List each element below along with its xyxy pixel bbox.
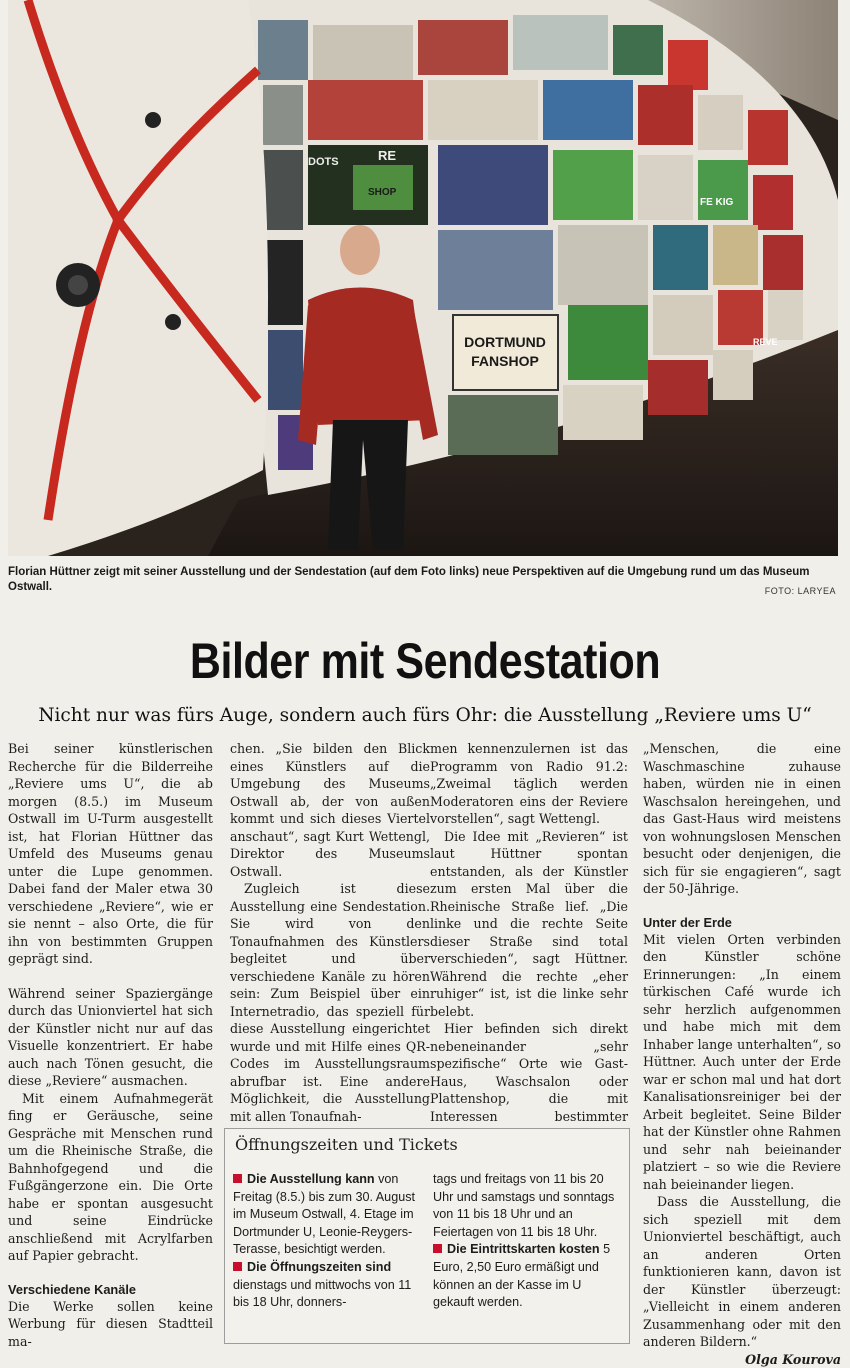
info-box-title: Öffnungszeiten und Tickets bbox=[235, 1135, 458, 1154]
bullet-square-icon bbox=[433, 1244, 442, 1253]
paragraph: chen. „Sie bilden den Blick eines Künstlers auf die Umgebung des Museums Ostwall ab, der von außen kommt und sich dieses Viertel anschaut“, sagt Kurt Wettengl, Direktor des Museums Ostwall. bbox=[230, 740, 430, 880]
paragraph: Die Idee mit „Revieren“ ist laut Hüttner spontan entstanden, als der Künstler zum ersten Mal über die Rheinische Straße lief. „Die linke und die rechte Seite dieser Straße sind total verschieden“, sagt Hüttner. Während die rechte „eher ruhiger“ ist, ist die linke sehr belebt. bbox=[430, 828, 628, 1021]
paragraph: „Menschen, die eine Waschmaschine zuhause haben, würden nie in einen Waschsalon hereingehen, und das Gast-Haus wird meistens von wohnungslosen Menschen besucht oder denjenigen, die sich für sie engagieren“, sagt der 50-Jährige. bbox=[643, 740, 841, 898]
article-column-4 bbox=[643, 740, 841, 1368]
info-item-hours bbox=[233, 1259, 419, 1312]
bullet-square-icon bbox=[233, 1262, 242, 1271]
info-item-heading: Die Eintrittskarten kosten bbox=[447, 1242, 600, 1256]
subheadline: Nicht nur was fürs Auge, sondern auch fürs Ohr: die Ausstellung „Reviere ums U“ bbox=[0, 704, 850, 728]
author-byline: Olga Kourova bbox=[643, 1351, 841, 1368]
article-column-3 bbox=[430, 740, 628, 1143]
paragraph: Dass die Ausstellung, die sich speziell mit dem Unionviertel beschäftigt, auch an anderen Orten funktionieren kann, davon ist der Künstler überzeugt: „Vielleicht in einem anderen Zusammenhang oder mit den anderen Bildern.“ bbox=[643, 1193, 841, 1351]
painting-label-dots: DOTS bbox=[308, 156, 339, 168]
photo-credit: FOTO: LARYEA bbox=[765, 586, 836, 596]
info-item-heading: Die Ausstellung kann bbox=[247, 1172, 375, 1186]
info-box-column-2 bbox=[433, 1171, 619, 1312]
info-item-hours-continued: tags und freitags von 11 bis 20 Uhr und samstags und sonntags von 11 bis 18 Uhr und an Feiertagen von 11 bis 18 Uhr. bbox=[433, 1171, 619, 1241]
painting-label-shop: SHOP bbox=[368, 187, 397, 198]
paragraph: Hier befinden sich direkt nebeneinander „sehr spezifische“ Orte wie Gast-Haus, Waschsalon oder Plattenshop, die mit Interessen bestimmter bbox=[430, 1020, 628, 1143]
paragraph: Mit einem Aufnahmegerät fing er Geräusche, seine Gespräche mit Menschen rund um die Rheinische Straße, die Bahnhofgegend und die Fußgängerzone ein. Die Orte habe er spontan ausgesucht und seine Eindrücke anschließend mit Acrylfarben auf Papier gebracht. bbox=[8, 1090, 213, 1265]
info-item-text: 5 Euro, 2,50 Euro ermäßigt und können an der Kasse im U gekauft werden. bbox=[433, 1242, 610, 1309]
sign-line-1: DORTMUND bbox=[464, 334, 546, 350]
info-item-exhibition bbox=[233, 1171, 419, 1259]
info-box bbox=[224, 1128, 630, 1344]
sendestation-sculpture bbox=[8, 0, 268, 556]
painting-label-reve: REVE bbox=[753, 337, 778, 347]
paragraph: Bei seiner künstlerischen Recherche für die Bilderreihe „Reviere ums U“, die ab morgen (8.5.) im Museum Ostwall im U-Turm ausgestellt ist, hat Florian Hüttner das Umfeld des Museums genau unter die Lupe genommen. Dabei fand der Maler etwa 30 verschiedene „Reviere“, wie er sie nennt – also Orte, die für ihn von bestimmten Gruppen geprägt sind. bbox=[8, 740, 213, 968]
info-item-text: von Freitag (8.5.) bis zum 30. August im Museum Ostwall, 4. Etage im Dortmunder U, Leonie-Reygers-Terasse, besichtigt werden. bbox=[233, 1172, 415, 1256]
paragraph: Die Werke sollen keine Werbung für diesen Stadtteil ma- bbox=[8, 1298, 213, 1351]
paragraph: Während seiner Spaziergänge durch das Unionviertel hat sich der Künstler nicht nur auf das Visuelle konzentriert. Er habe auch nach Tönen gesucht, die diese „Reviere“ ausmachen. bbox=[8, 985, 213, 1090]
painting-label-fekig: FE KIG bbox=[700, 197, 734, 208]
article-column-1 bbox=[8, 740, 213, 1350]
painting-label-re: RE bbox=[378, 148, 396, 163]
info-item-tickets bbox=[433, 1241, 619, 1311]
paragraph: Zugleich ist diese Ausstellung eine Sendestation. Sie wird von den Tonaufnahmen des Künstlers begleitet und über verschiedene Kanäle zu hören sein: Zum Beispiel über ein Internetradio, das speziell für diese Ausstellung eingerichtet wurde und mit Hilfe eines QR-Codes im Ausstellungsraum abrufbar ist. Eine andere Möglichkeit, die Ausstellung mit allen Tonaufnah- bbox=[230, 880, 430, 1125]
sign-line-2: FANSHOP bbox=[471, 353, 539, 369]
article-column-2 bbox=[230, 740, 430, 1125]
info-item-text: dienstags und mittwochs von 11 bis 18 Uhr, donners- bbox=[233, 1278, 411, 1310]
section-heading: Unter der Erde bbox=[643, 914, 841, 931]
info-box-column-1 bbox=[233, 1171, 419, 1312]
article-photo bbox=[8, 0, 838, 556]
paragraph: men kennenzulernen ist das Programm von Radio 91.2: „Zweimal täglich werden Moderatoren eins der Reviere vorstellen“, sagt Wettengl. bbox=[430, 740, 628, 828]
bullet-square-icon bbox=[233, 1174, 242, 1183]
paragraph: Mit vielen Orten verbinden den Künstler schöne Erinnerungen: „In einem türkischen Café wurde ich sehr herzlich aufgenommen und habe mich mit dem Inhaber lange unterhalten“, so Hüttner. Auch unter der Erde war er schon mal und hat dort Kanalisationsreiniger bei der Arbeit begleitet. Seine Bilder hat der Künstler ohne Rahmen und sehr nah beieinander platziert – so wie die Reviere nah beieinander liegen. bbox=[643, 931, 841, 1194]
info-item-heading: Die Öffnungszeiten sind bbox=[247, 1260, 391, 1274]
section-heading: Verschiedene Kanäle bbox=[8, 1281, 213, 1298]
exhibition-photo bbox=[8, 0, 838, 556]
photo-caption: Florian Hüttner zeigt mit seiner Ausstellung und der Sendestation (auf dem Foto links) neue Perspektiven auf die Umgebung rund um das Museum Ostwall. bbox=[8, 565, 838, 595]
headline: Bilder mit Sendestation bbox=[60, 630, 791, 692]
